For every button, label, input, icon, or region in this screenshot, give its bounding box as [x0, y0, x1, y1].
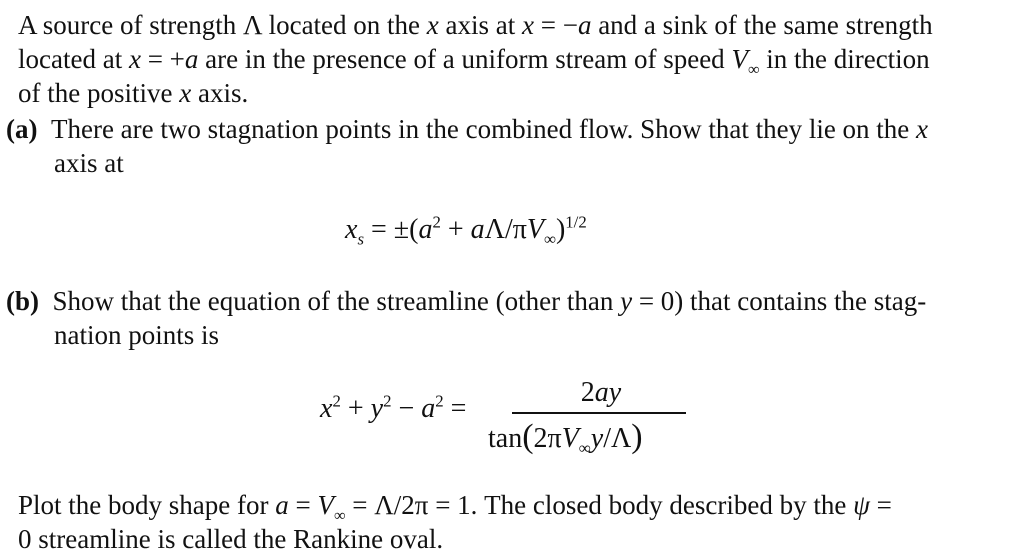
- fraction-bar: [512, 412, 686, 414]
- closing-line-2: 0 streamline is called the Rankine oval.: [18, 524, 444, 554]
- part-a-line-1: (a) There are two stagnation points in the combined flow. Show that they lie on the x: [6, 114, 929, 144]
- streamline-equation: [320, 372, 720, 462]
- closing-line-1: Plot the body shape for $a = V_\infty = \Lambda/2\pi = 1$. The closed body described by the ψ =: [18, 490, 892, 525]
- part-b-line-1: (b) Show that the equation of the streamline (other than y = 0) that contains the stag-: [6, 286, 927, 316]
- streamline-equation-numerator: 2ay: [580, 377, 622, 408]
- stagnation-point-equation: $x_s = \pm(a^2 + a\Lambda/\pi V_\infty)^{1/2}$: [345, 212, 587, 249]
- part-b-line-2: nation points is: [54, 320, 220, 350]
- part-b-label: (b): [6, 286, 39, 316]
- intro-line-3: of the positive x axis.: [18, 78, 249, 108]
- streamline-equation-lhs: $x^2 + y^2 - a^2$ =: [320, 391, 467, 424]
- part-a-line-2: axis at: [54, 148, 124, 178]
- intro-line-2: located at x = +a are in the presence of a uniform stream of speed $V_\infty$ in the direction: [18, 44, 930, 79]
- part-a-label: (a): [6, 114, 38, 144]
- intro-line-1: A source of strength Λ located on the x axis at x = −a and a sink of the same strength: [18, 10, 933, 40]
- streamline-equation-denominator: $\tan(2\pi V_\infty y/\Lambda)$: [488, 418, 643, 458]
